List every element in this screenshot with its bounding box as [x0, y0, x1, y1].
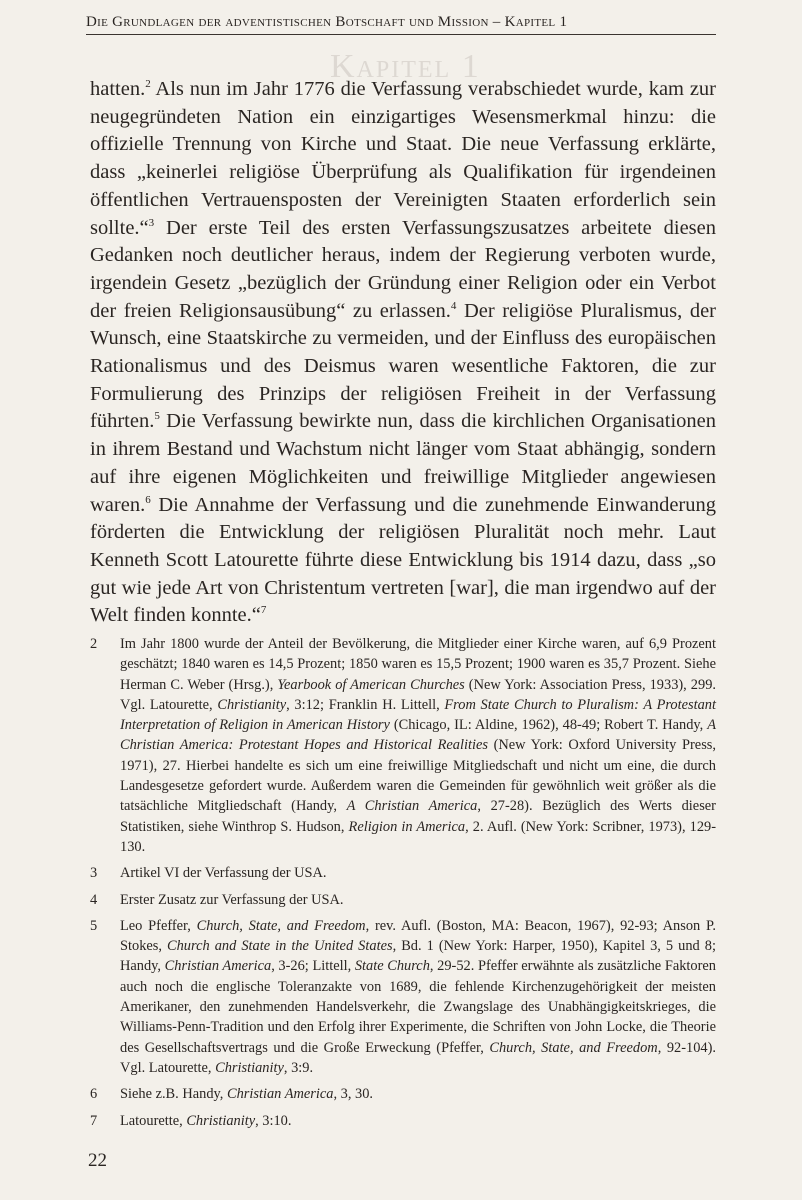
footnote-number: 4: [90, 891, 98, 908]
footnote-text-segment: (Chicago, IL: Aldine, 1962), 48-49; Robert T. Handy,: [389, 717, 708, 734]
footnote-text-segment: Siehe z.B. Handy,: [120, 1086, 227, 1103]
footnotes-section: [90, 634, 716, 1137]
footnote-text-segment: Latourette,: [120, 1112, 187, 1129]
footnote-ref-4[interactable]: 4: [450, 299, 457, 312]
footnote-title: Christianity: [215, 1059, 284, 1076]
footnote-text-segment: , 92-104). Vgl. Latourette,: [120, 1039, 717, 1076]
footnote-text-segment: , 3-26; Littell,: [271, 958, 355, 975]
body-paragraph: [90, 76, 716, 630]
footnote-text-segment: , 3:12; Franklin H. Littell,: [286, 696, 445, 713]
footnote-text-segment: Leo Pfeffer,: [120, 917, 197, 934]
footnote-text-segment: (New York: Oxford University Press, 1971), 27. Hierbei handelte es sich um eine freiwillige Mitgliedschaft und nicht um eine, die durch Landesgesetze gefordert wurde. Außerdem waren die Gemeinden für gewöhnlich weit größer als die tatsächliche Mitgliedschaft (Handy,: [120, 737, 716, 815]
footnote-text-segment: , Bd. 1 (New York: Harper, 1950), Kapitel 3, 5 und 8; Handy,: [120, 938, 716, 975]
footnote-title: Church, State, and Freedom: [489, 1039, 658, 1056]
footnote-text-segment: , 3:9.: [283, 1059, 314, 1076]
footnote-text-segment: Erster Zusatz zur Verfassung der USA.: [120, 891, 344, 908]
footnote-text-segment: , rev. Aufl. (Boston, MA: Beacon, 1967), 92-93; Anson P. Stokes,: [120, 917, 716, 955]
footnote-2: [90, 634, 716, 857]
footnote-6: [90, 1084, 716, 1104]
footnote-title: Christian America: [226, 1086, 334, 1103]
footnote-text: [120, 863, 716, 883]
body-text-segment: hatten.: [90, 78, 146, 100]
footnote-text-segment: (New York: Association Press, 1933), 299. Vgl. Latourette,: [120, 676, 716, 713]
body-text: [90, 76, 716, 630]
body-text-segment: Der religiöse Pluralismus, der Wunsch, eine Staatskirche zu vermeiden, und der Einfluss des europäischen Rationalismus und des Deismus waren wesentliche Faktoren, die zur Formulierung des Prinzips der religiösen Freiheit in der Verfassung führten.: [90, 299, 717, 433]
footnote-title: From State Church to Pluralism: A Protestant Interpretation of Religion in American History: [120, 696, 716, 734]
footnote-ref-2[interactable]: 2: [145, 78, 151, 90]
footnote-text: [120, 634, 716, 857]
footnote-number: 6: [90, 1086, 98, 1103]
footnote-number: 5: [90, 917, 98, 934]
body-text-segment: Als nun im Jahr 1776 die Verfassung verabschiedet wurde, kam zur neugegründeten Nation ein einzigartiges Wesensmerkmal hinzu: die offizielle Trennung von Kirche und Staat. Die neue Verfassung erklärte, dass „keinerlei religiöse Überprüfung als Qualifikation für irgendeinen öffentlichen Vertrauensposten der Vereinigten Staaten erforderlich sein sollte.“: [90, 78, 716, 239]
footnote-title: Yearbook of American Churches: [277, 676, 465, 693]
footnote-number: 2: [90, 636, 98, 652]
footnote-4: [90, 890, 716, 910]
footnote-title: Church, State, and Freedom: [196, 917, 366, 934]
footnote-text: [120, 916, 716, 1078]
page-number: 22: [88, 1150, 107, 1171]
footnote-title: Christianity: [217, 696, 287, 713]
footnote-text-segment: , 2. Aufl. (New York: Scribner, 1973), 129-130.: [120, 818, 717, 855]
footnote-ref-5[interactable]: 5: [154, 410, 160, 423]
footnote-text: [120, 890, 716, 910]
footnote-text-segment: , 27-28). Bezüglich des Werts dieser Statistiken, siehe Winthrop S. Hudson,: [120, 798, 716, 835]
footnote-title: Christianity: [186, 1112, 256, 1129]
footnote-5: [90, 916, 716, 1078]
body-text-segment: Die Verfassung bewirkte nun, dass die kirchlichen Organisationen in ihrem Bestand und Wachstum nicht länger vom Staat abhängig, sondern auf ihre eigenen Möglichkeiten und freiwillige Mitglieder angewiesen waren.: [90, 410, 716, 516]
footnote-text-segment: Artikel VI der Verfassung der USA.: [120, 865, 327, 882]
footnote-text-segment: Im Jahr 1800 wurde der Anteil der Bevölkerung, die Mitglieder einer Kirche waren, auf 6,9 Prozent geschätzt; 1840 waren es 14,5 Prozent; 1850 waren es 15,5 Prozent; 1900 waren es 35,7 Prozent. Siehe Herman C. Weber (Hrsg.),: [120, 636, 716, 693]
footnote-7: [90, 1111, 716, 1131]
footnote-title: State Church: [354, 958, 430, 975]
footnote-ref-7[interactable]: 7: [260, 604, 267, 617]
footnote-title: Church and State in the United States: [167, 938, 393, 955]
footnote-text: [120, 1111, 716, 1131]
footnote-text-segment: , 3:10.: [255, 1112, 292, 1129]
footnote-ref-3[interactable]: 3: [148, 216, 155, 229]
footnote-text: [120, 1084, 716, 1104]
footnote-text-segment: , 3, 30.: [333, 1086, 374, 1103]
footnote-number: 7: [90, 1112, 98, 1129]
footnote-ref-6[interactable]: 6: [145, 493, 151, 506]
footnote-3: [90, 863, 716, 883]
footnote-text-segment: , 29-52. Pfeffer erwähnte als zusätzliche Faktoren auch noch die englische Toleranzakte von 1689, die fehlende Kirchenzugehörigkeit der meisten Amerikaner, den zunehmenden Handelsverkehr, die Zwangslage des Unabhängigkeitskrieges, die Williams-Penn-Tradition und den Erfolg ihrer Experimente, die Schriften von John Locke, die Theorie des Gesellschaftsvertrags und die Große Erweckung (Pfeffer,: [120, 958, 716, 1056]
footnote-title: A Christian America: [346, 798, 478, 815]
body-text-segment: Der erste Teil des ersten Verfassungszusatzes arbeitete diesen Gedanken noch deutlicher heraus, indem der Regierung verboten wurde, irgendein Gesetz „bezüglich der Gründung einer Religion oder ein Verbot der freien Religionsausübung“ zu erlassen.: [90, 216, 716, 322]
footnote-title: A Christian America: Protestant Hopes and Historical Realities: [120, 717, 716, 754]
footnote-title: Christian America: [164, 958, 272, 975]
show-through-heading: Kapitel 1: [330, 48, 481, 85]
running-header: Die Grundlagen der adventistischen Botschaft und Mission – Kapitel 1: [86, 14, 716, 35]
footnote-number: 3: [90, 865, 98, 882]
body-text-segment: Die Annahme der Verfassung und die zunehmende Einwanderung förderten die Entwicklung der religiösen Pluralität noch mehr. Laut Kenneth Scott Latourette führte diese Entwicklung bis 1914 dazu, dass „so gut wie jede Art von Christentum vertreten [war], die man irgendwo auf der Welt finden konnte.“: [90, 493, 716, 627]
footnote-title: Religion in America: [348, 818, 466, 835]
